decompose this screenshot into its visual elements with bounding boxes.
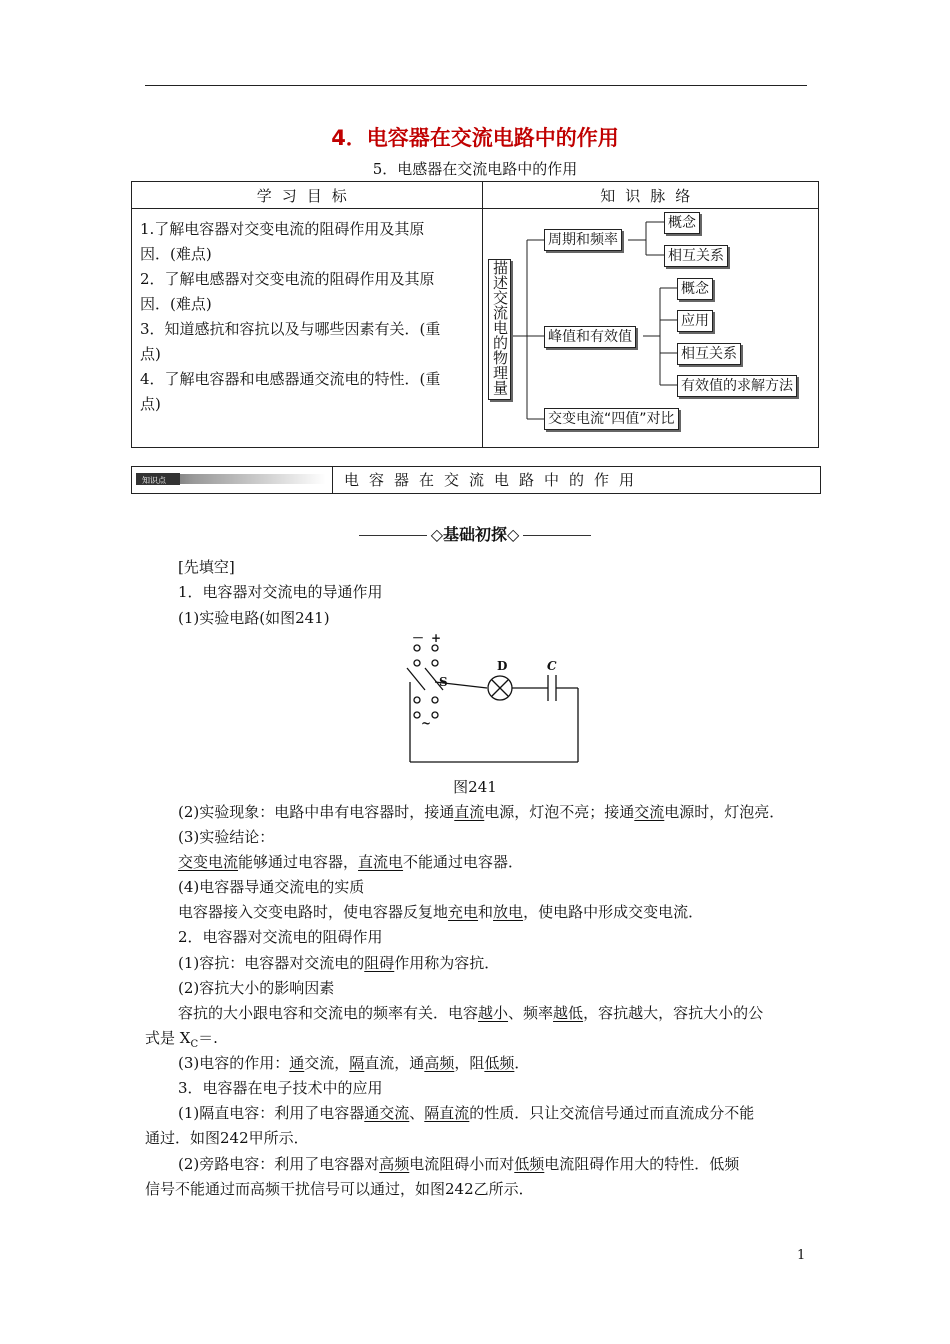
map-leaf-relation: 相互关系 bbox=[677, 343, 741, 365]
section-title: 电容器在交流电路中的作用 bbox=[344, 471, 645, 489]
map-root-box bbox=[488, 259, 511, 400]
s1-4-detail: 电容器接入交变电路时，使电容器反复地充电和放电，使电路中形成交变电流． bbox=[178, 903, 704, 921]
map-root-label: 描述交流电的物理量 bbox=[491, 260, 509, 395]
section-2-heading: 2．电容器对交流电的阻碍作用 bbox=[178, 928, 383, 946]
goal-line: 2．了解电感器对交变电流的阻碍作用及其原 bbox=[140, 270, 435, 288]
circuit-switch-label: S bbox=[439, 675, 448, 689]
page-title: 4．电容器在交流电路中的作用 bbox=[331, 126, 619, 150]
goal-line: 1.了解电容器对交变电流的阻碍作用及其原 bbox=[140, 220, 425, 238]
s1-3-conclusion: 交变电流能够通过电容器，直流电不能通过电容器． bbox=[178, 853, 524, 871]
s1-4-text: (4)电容器导通交流电的实质 bbox=[178, 878, 365, 896]
s3-2-cont: 信号不能通过而高频干扰信号可以通过，如图242乙所示． bbox=[145, 1180, 534, 1198]
circuit-figure bbox=[395, 630, 595, 770]
s3-2-text: (2)旁路电容：利用了电容器对高频电流阻碍小而对低频电流阻碍作用大的特性．低频 bbox=[178, 1155, 740, 1173]
heading-rule-right bbox=[523, 535, 591, 536]
map-leaf-concept: 概念 bbox=[664, 212, 700, 234]
basics-heading bbox=[0, 522, 950, 545]
s3-1-cont: 通过．如图242甲所示． bbox=[145, 1129, 309, 1147]
s2-2-formula: 式是 $X_C=$. bbox=[145, 1029, 218, 1050]
s3-1-text: (1)隔直电容：利用了电容器通交流、隔直流的性质．只让交流信号通过而直流成分不能 bbox=[178, 1104, 755, 1122]
section-1-heading: 1．电容器对交流电的导通作用 bbox=[178, 583, 383, 601]
circuit-lamp-label: D bbox=[497, 659, 508, 673]
s2-2-detail: 容抗的大小跟电容和交流电的频率有关．电容越小、频率越低，容抗越大，容抗大小的公 bbox=[178, 1004, 764, 1022]
section-divider bbox=[332, 467, 333, 493]
section-bar bbox=[131, 466, 821, 494]
map-leaf-relation: 相互关系 bbox=[664, 245, 728, 267]
goals-header: 学习目标 bbox=[132, 182, 483, 209]
s2-2-text: (2)容抗大小的影响因素 bbox=[178, 979, 335, 997]
goal-line: 3．知道感抗和容抗以及与哪些因素有关．(重 bbox=[140, 320, 441, 338]
circuit-cap-label: C bbox=[547, 659, 557, 673]
circuit-ac-label: ~ bbox=[421, 716, 432, 730]
page-subtitle: 5．电感器在交流电路中的作用 bbox=[372, 160, 578, 178]
basics-heading-text: ◇基础初探◇ bbox=[430, 525, 520, 544]
page-number: 1 bbox=[797, 1248, 806, 1263]
map-branch-peak: 峰值和有效值 bbox=[544, 326, 636, 348]
s2-1-text: (1)容抗：电容器对交流电的阻碍作用称为容抗． bbox=[178, 954, 500, 972]
fill-blank-label: [先填空] bbox=[178, 558, 235, 576]
knowledge-map-lines bbox=[0, 0, 950, 480]
s2-3-text: (3)电容的作用：通交流，隔直流，通高频，阻低频． bbox=[178, 1054, 530, 1072]
s1-2-text: (2)实验现象：电路中串有电容器时，接通直流电源，灯泡不亮；接通交流电源时，灯泡亮． bbox=[178, 803, 785, 821]
s1-1-text: (1)实验电路(如图241) bbox=[178, 609, 330, 627]
map-leaf-concept: 概念 bbox=[677, 278, 713, 300]
goal-line: 点) bbox=[140, 345, 161, 363]
goal-line: 因．(难点) bbox=[140, 245, 212, 263]
section-3-heading: 3．电容器在电子技术中的应用 bbox=[178, 1079, 383, 1097]
heading-rule-left bbox=[359, 535, 427, 536]
goal-line: 因．(难点) bbox=[140, 295, 212, 313]
section-badge bbox=[136, 471, 326, 487]
map-branch-four-values: 交变电流“四值”对比 bbox=[544, 408, 679, 430]
map-leaf-application: 应用 bbox=[677, 310, 713, 332]
figure-caption: 图241 bbox=[453, 778, 497, 796]
section-badge-label: 知识点 bbox=[142, 476, 166, 485]
circuit-minus-label: － bbox=[412, 631, 425, 645]
map-header: 知识脉络 bbox=[482, 182, 818, 209]
map-branch-period: 周期和频率 bbox=[544, 229, 622, 251]
s1-3-text: (3)实验结论： bbox=[178, 828, 275, 846]
circuit-plus-label: + bbox=[431, 631, 442, 645]
map-leaf-method: 有效值的求解方法 bbox=[677, 375, 797, 397]
goal-line: 点) bbox=[140, 395, 161, 413]
goal-line: 4．了解电容器和电感器通交流电的特性．(重 bbox=[140, 370, 441, 388]
